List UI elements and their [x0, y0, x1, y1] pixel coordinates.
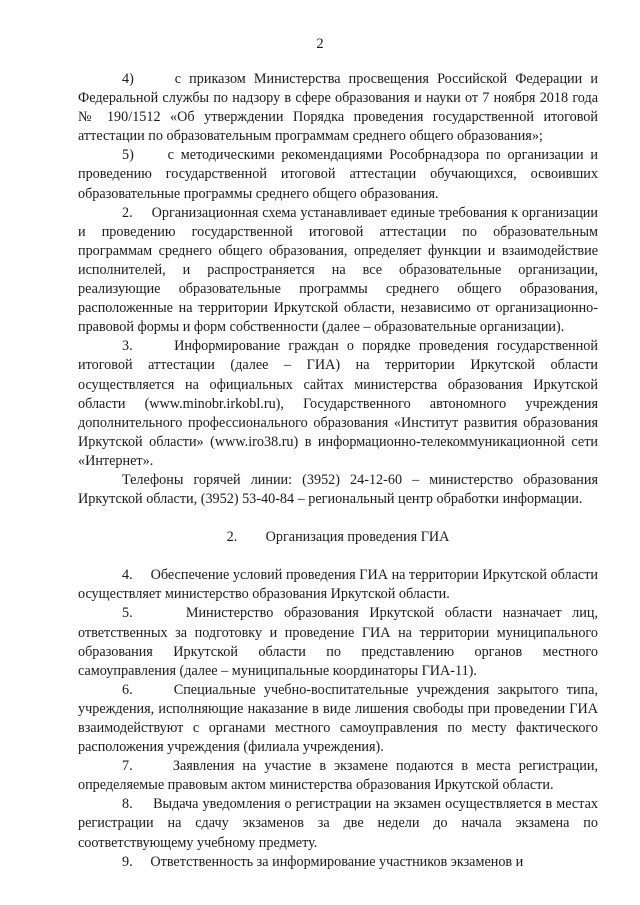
paragraph-point-8: 8. Выдача уведомления о регистрации на экзамен осуществляется в местах регистрации на сдачу экзаменов за две недели до начала экзамена по соответствующему учебному предмету. — [78, 796, 598, 851]
paragraph-point-5: 5. Министерство образования Иркутской области назначает лиц, ответственных за подготовку и проведение ГИА на территории муниципального образования Иркутской области по представлению органов местного самоуправления (далее – муниципальные координаторы ГИА-11). — [78, 605, 598, 679]
paragraph-point-4: 4. Обеспечение условий проведения ГИА на территории Иркутской области осуществляет министерство образования Иркутской области. — [78, 567, 598, 603]
paragraph-point-3: 3. Информирование граждан о порядке проведения государственной итоговой аттестации (далее – ГИА) на территории Иркутской области осуществляется на официальных сайтах министерства образования Иркутской области (www.minobr.irkobl.ru), Государственного автономного учреждения дополнительного профессионального образования «Институт развития образования Иркутской области» (www.iro38.ru) в информационно-телекоммуникационной сети «Интернет». — [78, 338, 598, 469]
paragraph-item-4: 4) с приказом Министерства просвещения Российской Федерации и Федеральной службы по надзору в сфере образования и науки от 7 ноября 2018 года № 190/1512 «Об утверждении Порядка проведения государственной итоговой аттестации по образовательным программам среднего общего образования»; — [78, 71, 598, 145]
section-heading: 2. Организация проведения ГИА — [226, 529, 450, 546]
paragraph-item-5: 5) с методическими рекомендациями Рособрнадзора по организации и проведению государственной итоговой аттестации обучающихся, освоивших образовательные программы среднего общего образования. — [78, 147, 598, 202]
page-number: 2 — [316, 36, 324, 52]
paragraph-point-2: 2. Организационная схема устанавливает единые требования к организации и проведению государственной итоговой аттестации по образовательным программам среднего общего образования, определяет функции и взаимодействие исполнителей, и распространяется на все образовательные организации, реализующие образовательные программы среднего общего образования, расположенные на территории Иркутской области, независимо от организационно-правовой формы и форм собственности (далее – образовательные организации). — [78, 204, 598, 336]
paragraph-point-6: 6. Специальные учебно-воспитательные учреждения закрытого типа, учреждения, исполняющие наказание в виде лишения свободы при проведении ГИА взаимодействуют с органами местного самоуправления по месту фактического расположения учреждения (филиала учреждения). — [78, 681, 598, 756]
paragraph-hotline: Телефоны горячей линии: (3952) 24-12-60 – министерство образования Иркутской области, (3952) 53-40-84 – региональный центр обработки информации. — [78, 471, 598, 508]
paragraph-point-7: 7. Заявления на участие в экзамене подаются в места регистрации, определяемые правовым актом министерства образования Иркутской области. — [78, 758, 598, 794]
document-body — [78, 70, 598, 872]
paragraph-point-9: 9. Ответственность за информирование участников экзаменов и — [122, 853, 524, 870]
